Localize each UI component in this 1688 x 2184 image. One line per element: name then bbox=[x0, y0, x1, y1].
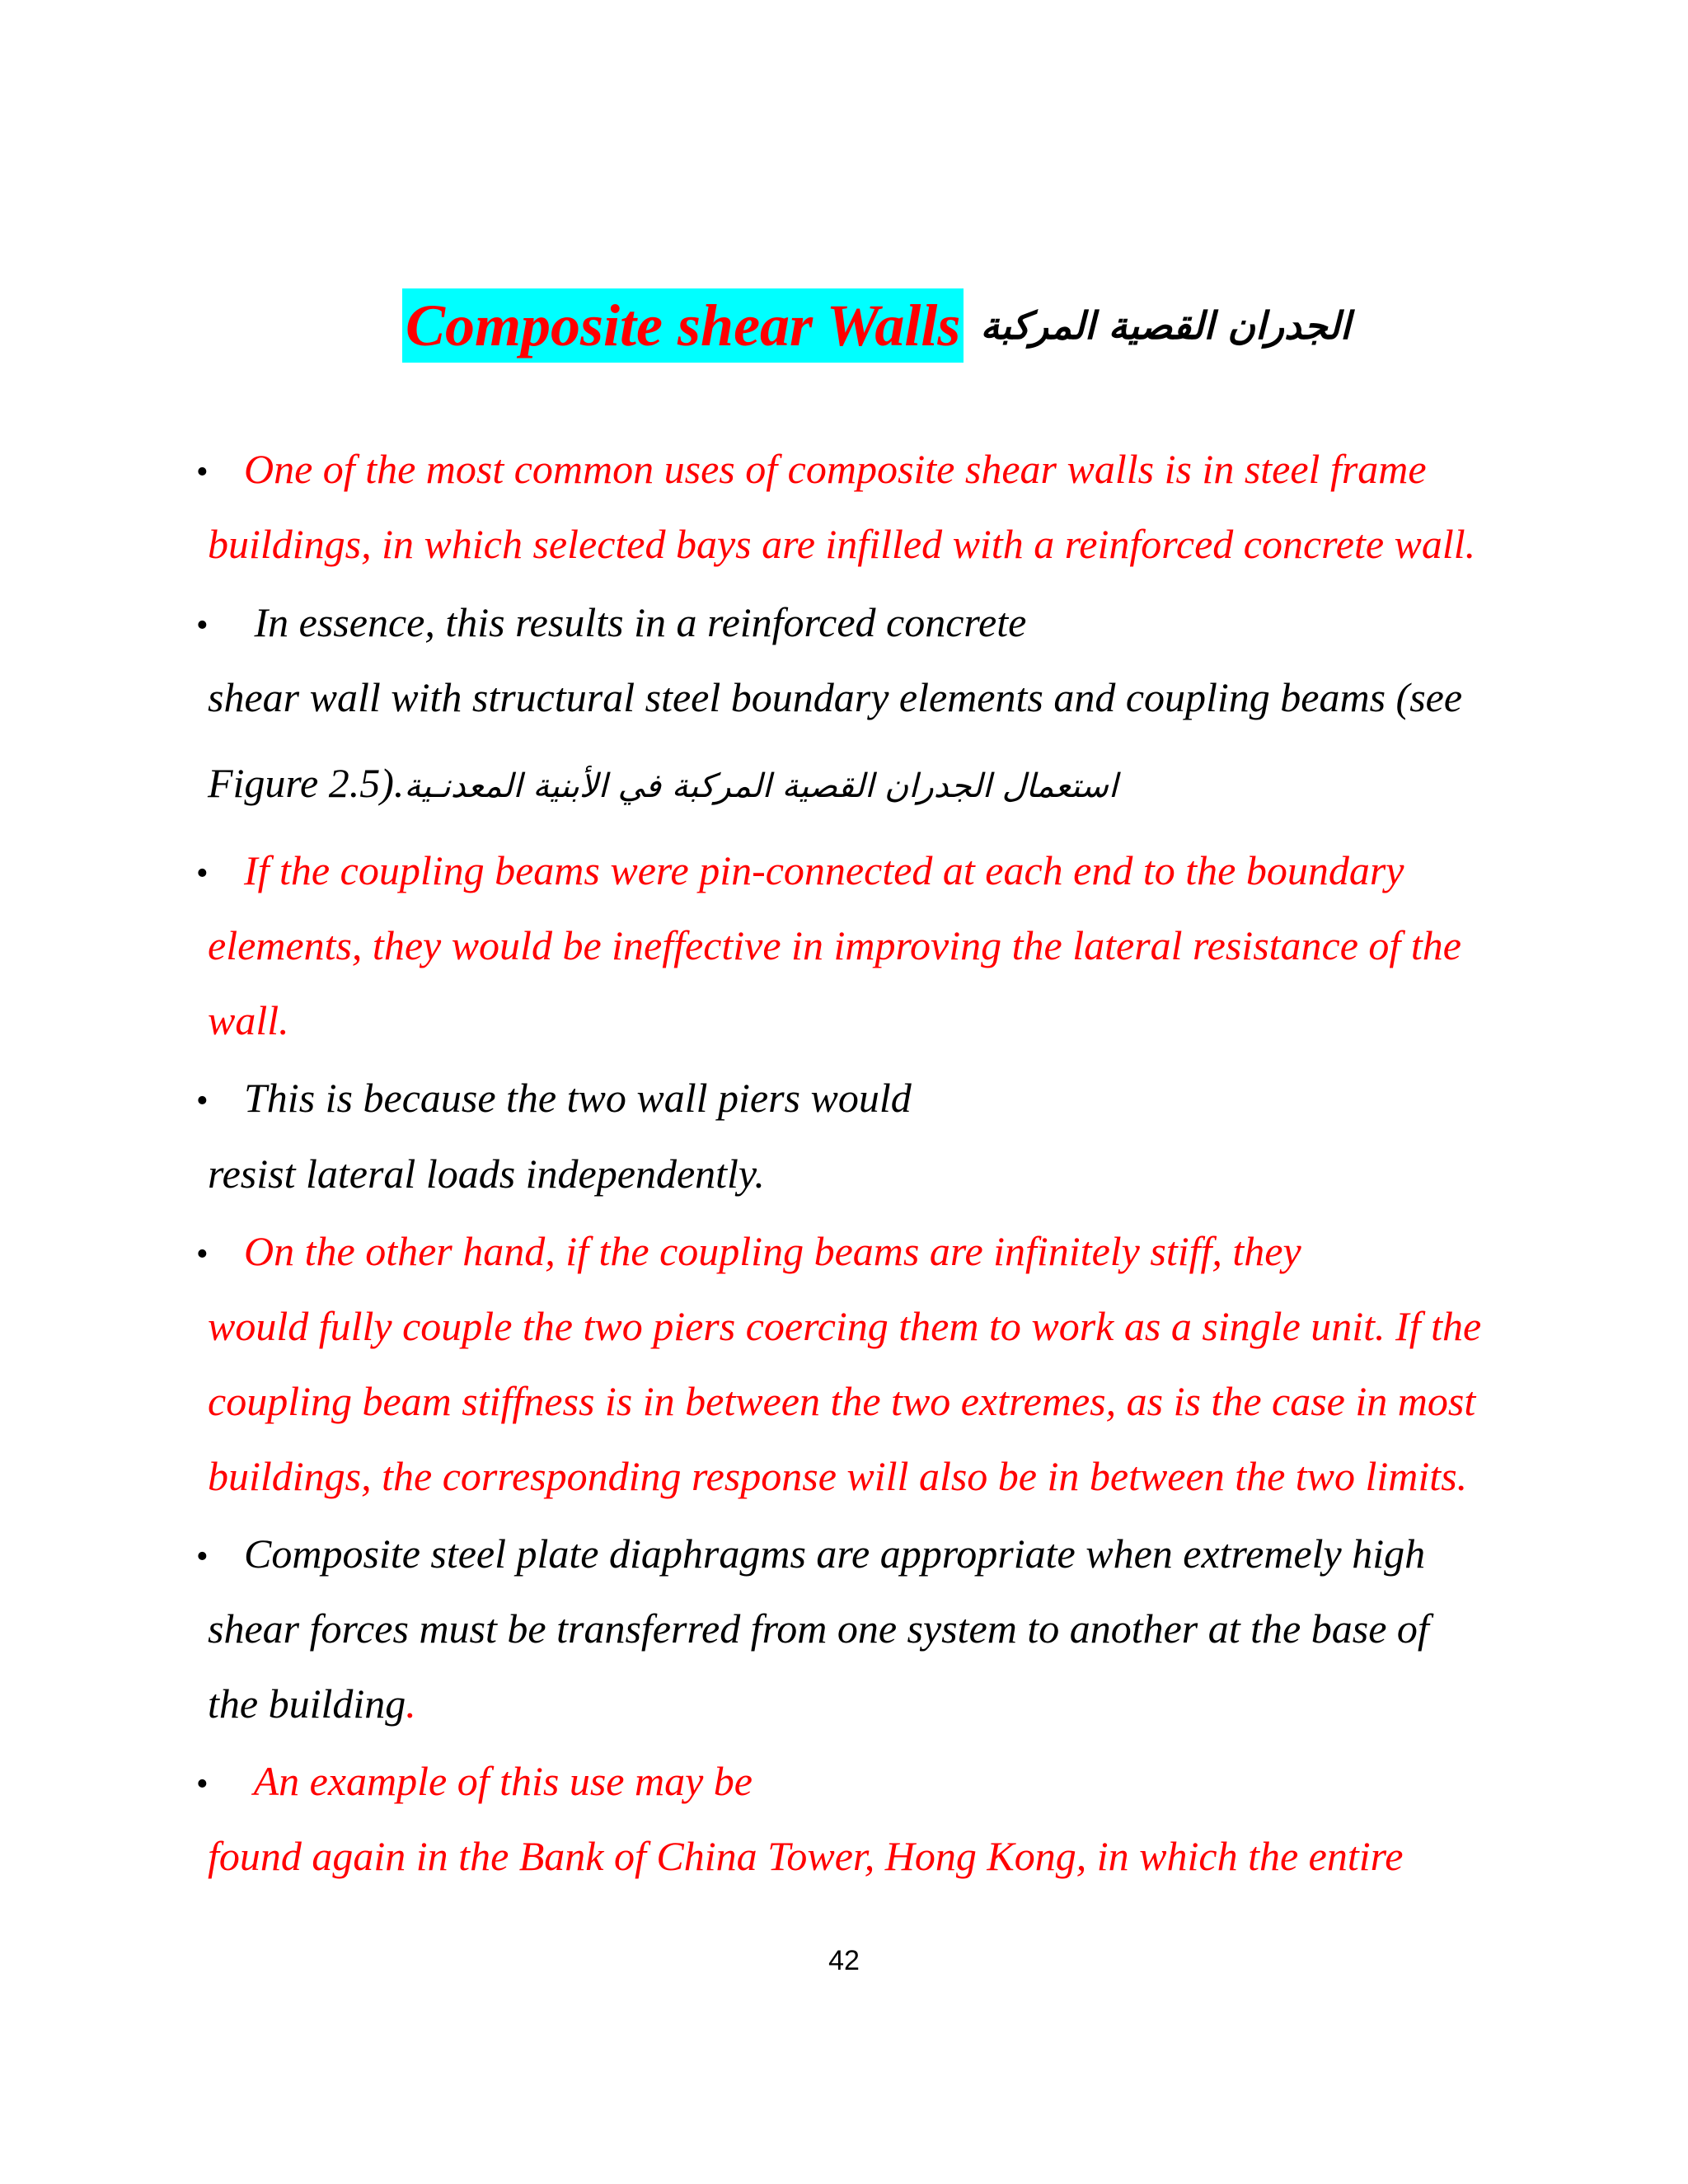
paragraph-2-line-3 bbox=[208, 757, 1118, 812]
bullet-point: • bbox=[196, 1765, 209, 1803]
paragraph-6-line-3 bbox=[208, 1678, 416, 1729]
paragraph-5-line-3: coupling beam stiffness is in between the two extremes, as is the case in most bbox=[208, 1378, 1476, 1424]
paragraph-1-line-2: buildings, in which selected bays are infilled with a reinforced concrete wall. bbox=[208, 521, 1476, 567]
paragraph-4-line-1 bbox=[196, 1072, 912, 1127]
bullet-point: • bbox=[196, 1538, 209, 1576]
paragraph-text: One of the most common uses of composite shear walls is in steel frame bbox=[244, 446, 1427, 492]
paragraph-7-line-2: found again in the Bank of China Tower, Hong Kong, in which the entire bbox=[208, 1833, 1404, 1879]
paragraph-text: Figure 2.5). bbox=[208, 760, 405, 806]
paragraph-6-line-1 bbox=[196, 1528, 1425, 1582]
paragraph-text: Composite steel plate diaphragms are appropriate when extremely high bbox=[244, 1530, 1426, 1577]
paragraph-text: An example of this use may be bbox=[244, 1758, 753, 1804]
paragraph-4-line-2: resist lateral loads independently. bbox=[208, 1151, 765, 1197]
page-number: 42 bbox=[828, 1945, 860, 1976]
paragraph-text: If the coupling beams were pin-connected at each end to the boundary bbox=[244, 847, 1404, 893]
trailing-period: . bbox=[406, 1680, 416, 1727]
bullet-point: • bbox=[196, 453, 209, 491]
paragraph-text: On the other hand, if the coupling beams are infinitely stiff, they bbox=[244, 1228, 1301, 1274]
arabic-note: استعمال الجدران القصية المركبة في الأبنية المعدنـية bbox=[404, 767, 1118, 805]
paragraph-text: This is because the two wall piers would bbox=[244, 1075, 912, 1121]
bullet-point: • bbox=[196, 1082, 209, 1120]
paragraph-2-line-1 bbox=[196, 597, 1026, 651]
bullet-point: • bbox=[196, 855, 209, 893]
paragraph-3-line-1 bbox=[196, 845, 1404, 899]
paragraph-7-line-1 bbox=[196, 1755, 753, 1810]
bullet-point: • bbox=[196, 607, 209, 644]
paragraph-3-line-3: wall. bbox=[208, 997, 289, 1043]
paragraph-2-line-2: shear wall with structural steel boundary elements and coupling beams (see bbox=[208, 674, 1463, 720]
paragraph-5-line-2: would fully couple the two piers coercing them to work as a single unit. If the bbox=[208, 1303, 1482, 1349]
paragraph-3-line-2: elements, they would be ineffective in improving the lateral resistance of the bbox=[208, 922, 1461, 968]
title-arabic: الجدران القصية المركبة bbox=[980, 303, 1351, 348]
paragraph-1-line-1 bbox=[196, 443, 1427, 498]
paragraph-text: the building bbox=[208, 1680, 406, 1727]
paragraph-6-line-2: shear forces must be transferred from one system to another at the base of bbox=[208, 1605, 1429, 1652]
paragraph-5-line-4: buildings, the corresponding response will also be in between the two limits. bbox=[208, 1453, 1468, 1499]
paragraph-text: In essence, this results in a reinforced concrete bbox=[244, 599, 1027, 645]
title-english: Composite shear Walls bbox=[402, 288, 964, 363]
paragraph-5-line-1 bbox=[196, 1226, 1301, 1280]
page-title bbox=[402, 288, 1351, 363]
bullet-point: • bbox=[196, 1235, 209, 1273]
